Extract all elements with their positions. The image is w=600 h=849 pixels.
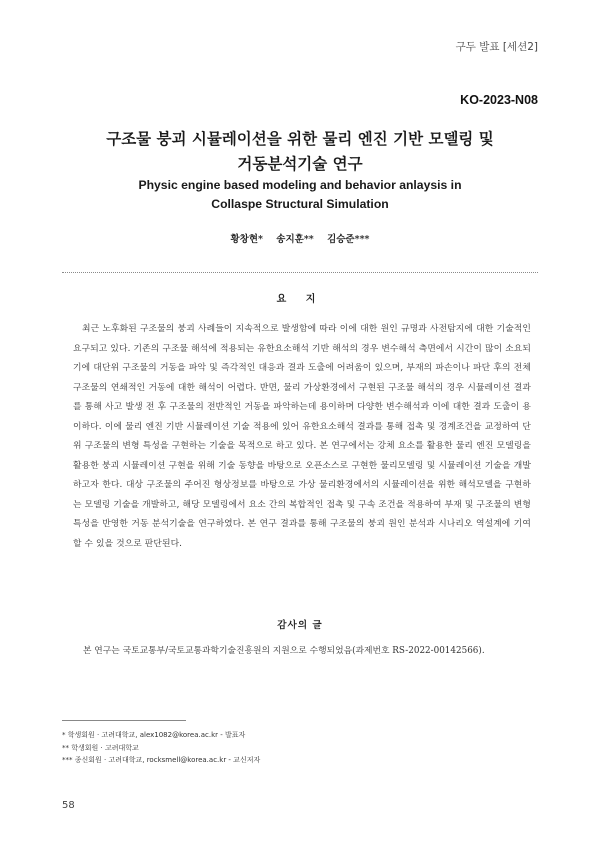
acknowledgement-heading: 감사의 글 [277, 620, 323, 631]
session-tag: 구두 발표 [세션2] [455, 41, 538, 53]
acknowledgement-body: 본 연구는 국토교통부/국토교통과학기술진흥원의 지원으로 수행되었음(과제번호 RS-2022-00142566). [83, 646, 485, 656]
footnotes [62, 729, 538, 767]
author-1: 황창현* [230, 234, 263, 245]
footnote-3: *** 종신회원 · 고려대학교, rocksmell@korea.ac.kr - 교신저자 [62, 756, 261, 764]
paper-id: KO-2023-N08 [460, 93, 538, 107]
title-english [0, 176, 600, 214]
author-3: 김승준*** [327, 234, 370, 245]
title-english-line-2: Collaspe Structural Simulation [211, 197, 389, 211]
page-number: 58 [62, 800, 75, 811]
section-divider [62, 272, 538, 273]
title-korean [0, 127, 600, 177]
title-korean-line-2: 거동분석기술 연구 [237, 155, 363, 173]
footnote-1: * 학생회원 · 고려대학교, alex1082@korea.ac.kr - 발표자 [62, 731, 246, 739]
author-2: 송지훈** [276, 234, 314, 245]
title-korean-line-1: 구조물 붕괴 시뮬레이션을 위한 물리 엔진 기반 모델링 및 [106, 130, 494, 148]
title-english-line-1: Physic engine based modeling and behavior anlaysis in [138, 178, 462, 192]
footnote-rule [62, 720, 186, 721]
footnote-2: ** 학생회원 · 고려대학교 [62, 743, 139, 752]
abstract-heading: 요 지 [276, 294, 324, 305]
author-list [0, 231, 600, 245]
abstract-body: 최근 노후화된 구조물의 붕괴 사례들이 지속적으로 발생함에 따라 이에 대한 원인 규명과 사전탐지에 대한 기술적인 요구되고 있다. 기존의 구조물 해석에 적용되는 유한요소해석 기반 해석의 경우 변수해석 측면에서 시간이 많이 소요되기에 대단위 구조물의 거동을 파악 및 즉각적인 대응과 결과 도출에 어려움이 있으며, 부재의 파손이나 파단 후의 전체 구조물의 연쇄적인 거동에 대한 해석이 어렵다. 반면, 물리 가상환경에서 구현된 구조물 해석의 경우 시뮬레이션 결과를 통해 사고 발생 전 후 구조물의 전반적인 거동을 파악하는데 용이하며 다양한 변수해석과 이에 대한 결과 도출이 용이하다. 이에 물리 엔진 기반 시뮬레이션 기술 적용에 있어 유한요소해석 결과를 통해 접촉 및 경계조건을 교정하여 단위 구조물의 변형 특성을 구현하는 기술을 목적으로 하고 있다. 본 연구에서는 강체 요소를 활용한 물리 엔진 모델링을 활용한 붕괴 시뮬레이션 구현을 위해 기술 동향을 바탕으로 오픈소스로 구현한 물리모델링 및 시뮬레이션 기술을 개발하고자 한다. 대상 구조물의 주어진 형상정보를 바탕으로 가상 물리환경에서의 시뮬레이션을 위한 해석모델을 구현하는 모델링 기술을 개발하고, 해당 모델링에서 요소 간의 복합적인 접촉 및 구속 조건을 적용하여 부재 및 구조물의 변형 특성을 반영한 거동 분석기술을 연구하였다. 본 연구 결과를 통해 구조물의 붕괴 원인 분석과 시나리오 역설계에 기여할 수 있을 것으로 판단된다. [73, 324, 531, 549]
